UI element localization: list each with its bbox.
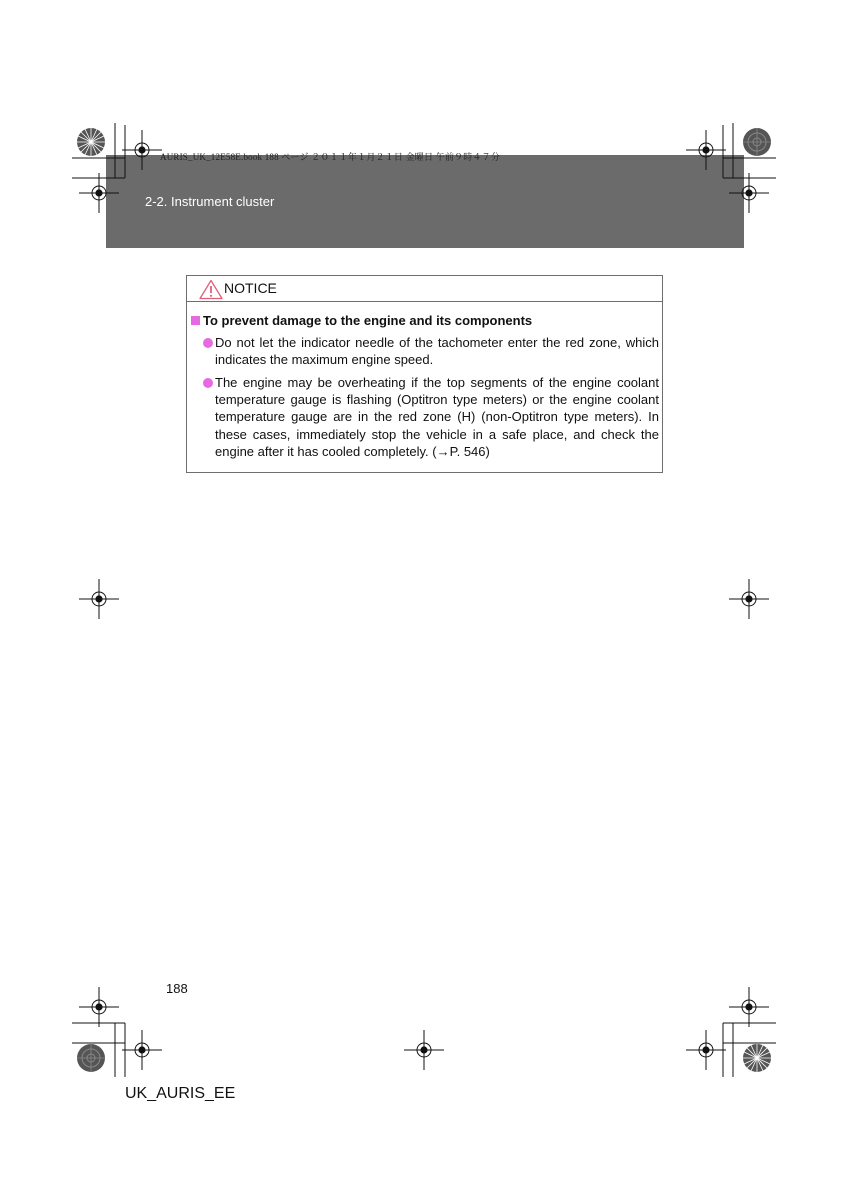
registration-cross [122,130,162,170]
registration-cross [686,1030,726,1070]
warning-triangle-icon [199,279,223,300]
color-target-top-right [743,128,771,156]
registration-cross [686,130,726,170]
color-target-bottom-left [77,1044,105,1072]
document-code: UK_AURIS_EE [125,1085,236,1102]
registration-cross [79,987,119,1027]
list-item [203,334,659,368]
color-target-top-left [77,128,105,156]
notice-label: NOTICE [224,280,277,296]
list-item [203,374,659,460]
print-metadata: AURIS_UK_12E58E.book 188 ページ ２０１１年１月２１日 金曜日 午前９時４７分 [160,152,501,162]
list-item-text: The engine may be overheating if the top segments of the engine coolant temperature gauge is flashing (Optitron type meters) or the engine coolant temperature gauge are in the red zone (H) (non-Optitron type meters). In these cases, immediately stop the vehicle in a safe place, and check the engine after it has cooled completely. (→P. 546) [215,375,659,459]
registration-cross [729,579,769,619]
circle-bullet-icon [203,338,213,348]
registration-cross [729,987,769,1027]
circle-bullet-icon [203,378,213,388]
section-title: 2-2. Instrument cluster [145,194,275,209]
list-item-text: Do not let the indicator needle of the tachometer enter the red zone, which indicates the maximum engine speed. [215,335,659,368]
registration-cross [122,1030,162,1070]
page-number: 188 [166,981,188,996]
notice-box [186,275,663,473]
color-target-bottom-right [743,1044,771,1072]
notice-subheading-text: To prevent damage to the engine and its components [203,313,533,328]
notice-header [187,276,662,302]
registration-cross [79,173,119,213]
notice-subheading [191,313,532,328]
registration-cross [729,173,769,213]
registration-cross [404,1030,444,1070]
registration-cross [79,579,119,619]
square-bullet-icon [191,316,200,325]
